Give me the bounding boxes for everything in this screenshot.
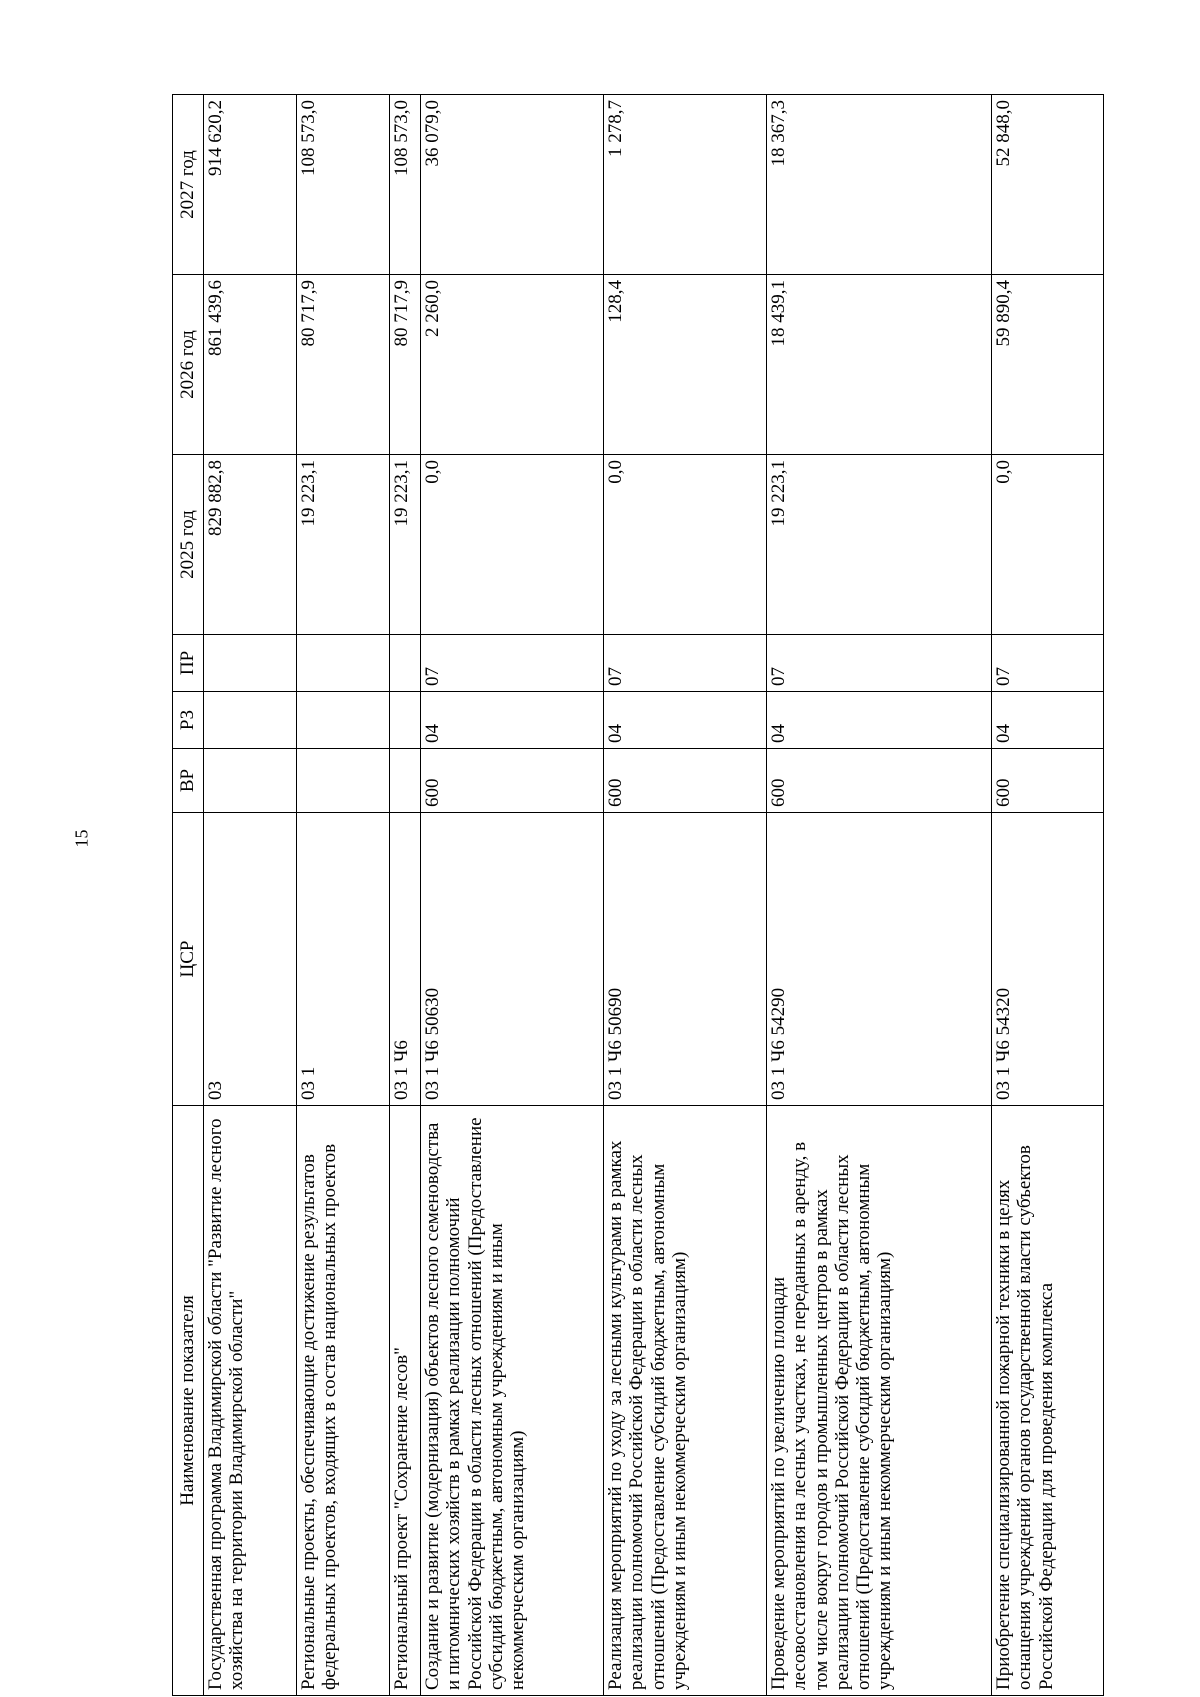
row-2025: 0,0 bbox=[604, 455, 767, 635]
row-csr: 03 bbox=[204, 813, 297, 1106]
row-name: Региональный проект "Сохранение лесов" bbox=[390, 1106, 421, 1696]
row-2027: 36 079,0 bbox=[421, 95, 604, 275]
header-csr: ЦСР bbox=[173, 813, 204, 1106]
table-row bbox=[604, 95, 767, 1696]
row-rz bbox=[297, 692, 390, 749]
row-csr: 03 1 Ч6 50630 bbox=[421, 813, 604, 1106]
row-2026: 128,4 bbox=[604, 275, 767, 455]
row-2026: 861 439,6 bbox=[204, 275, 297, 455]
budget-table-container bbox=[172, 96, 1057, 1696]
row-vr: 600 bbox=[992, 749, 1104, 813]
table-row bbox=[421, 95, 604, 1696]
header-2027: 2027 год bbox=[173, 95, 204, 275]
row-vr bbox=[297, 749, 390, 813]
row-csr: 03 1 bbox=[297, 813, 390, 1106]
row-vr bbox=[390, 749, 421, 813]
row-csr: 03 1 Ч6 50690 bbox=[604, 813, 767, 1106]
row-pr bbox=[297, 635, 390, 692]
row-csr: 03 1 Ч6 54290 bbox=[767, 813, 992, 1106]
row-2027: 914 620,2 bbox=[204, 95, 297, 275]
row-name: Проведение мероприятий по увеличению площади лесовосстановления на лесных участках, не переданных в аренду, в том числе вокруг городов и промышленных центров в рамках реализации полномочий Российской Федерации в области лесных отношений (Предоставление субсидий бюджетным, автономным учреждениям и иным некоммерческим организациям) bbox=[767, 1106, 992, 1696]
row-2027: 52 848,0 bbox=[992, 95, 1104, 275]
row-vr: 600 bbox=[604, 749, 767, 813]
table-body bbox=[204, 95, 1104, 1696]
page-number: 15 bbox=[71, 829, 92, 848]
row-csr: 03 1 Ч6 bbox=[390, 813, 421, 1106]
table-row bbox=[767, 95, 992, 1696]
row-2026: 18 439,1 bbox=[767, 275, 992, 455]
row-rz bbox=[204, 692, 297, 749]
row-rz bbox=[390, 692, 421, 749]
table-header bbox=[173, 95, 204, 1696]
row-name: Реализация мероприятий по уходу за лесными культурами в рамках реализации полномочий Российской Федерации в области лесных отношений (Предоставление субсидий бюджетным, автономным учреждениям и иным некоммерческим организациям) bbox=[604, 1106, 767, 1696]
row-2027: 1 278,7 bbox=[604, 95, 767, 275]
row-name: Приобретение специализированной пожарной техники в целях оснащения учреждений органов государственной власти субъектов Российской Федерации для проведения комплекса bbox=[992, 1106, 1104, 1696]
row-2025: 0,0 bbox=[992, 455, 1104, 635]
table-row bbox=[204, 95, 297, 1696]
row-pr bbox=[390, 635, 421, 692]
row-pr: 07 bbox=[767, 635, 992, 692]
row-2027: 18 367,3 bbox=[767, 95, 992, 275]
row-2026: 80 717,9 bbox=[297, 275, 390, 455]
table-row bbox=[390, 95, 421, 1696]
header-row bbox=[173, 95, 204, 1696]
table-row bbox=[992, 95, 1104, 1696]
row-2025: 19 223,1 bbox=[767, 455, 992, 635]
row-2025: 19 223,1 bbox=[390, 455, 421, 635]
table-row bbox=[297, 95, 390, 1696]
row-pr bbox=[204, 635, 297, 692]
row-rz: 04 bbox=[767, 692, 992, 749]
row-pr: 07 bbox=[992, 635, 1104, 692]
row-pr: 07 bbox=[604, 635, 767, 692]
row-2025: 0,0 bbox=[421, 455, 604, 635]
header-rz: РЗ bbox=[173, 692, 204, 749]
row-rz: 04 bbox=[421, 692, 604, 749]
row-vr bbox=[204, 749, 297, 813]
header-pr: ПР bbox=[173, 635, 204, 692]
row-name: Создание и развитие (модернизация) объектов лесного семеноводства и питомнических хозяйств в рамках реализации полномочий Российской Федерации в области лесных отношений (Предоставление субсидий бюджетным, автономным учреждениям и иным некоммерческим организациям) bbox=[421, 1106, 604, 1696]
header-2025: 2025 год bbox=[173, 455, 204, 635]
budget-table bbox=[172, 94, 1104, 1696]
header-2026: 2026 год bbox=[173, 275, 204, 455]
row-2025: 19 223,1 bbox=[297, 455, 390, 635]
row-rz: 04 bbox=[604, 692, 767, 749]
row-2026: 80 717,9 bbox=[390, 275, 421, 455]
row-rz: 04 bbox=[992, 692, 1104, 749]
row-2026: 59 890,4 bbox=[992, 275, 1104, 455]
row-pr: 07 bbox=[421, 635, 604, 692]
row-vr: 600 bbox=[421, 749, 604, 813]
row-name: Государственная программа Владимирской области "Развитие лесного хозяйства на территории Владимирской области" bbox=[204, 1106, 297, 1696]
row-csr: 03 1 Ч6 54320 bbox=[992, 813, 1104, 1106]
row-2026: 2 260,0 bbox=[421, 275, 604, 455]
row-name: Региональные проекты, обеспечивающие достижение результатов федеральных проектов, входящих в состав национальных проектов bbox=[297, 1106, 390, 1696]
row-2027: 108 573,0 bbox=[297, 95, 390, 275]
header-vr: ВР bbox=[173, 749, 204, 813]
header-name: Наименование показателя bbox=[173, 1106, 204, 1696]
row-2027: 108 573,0 bbox=[390, 95, 421, 275]
row-vr: 600 bbox=[767, 749, 992, 813]
row-2025: 829 882,8 bbox=[204, 455, 297, 635]
